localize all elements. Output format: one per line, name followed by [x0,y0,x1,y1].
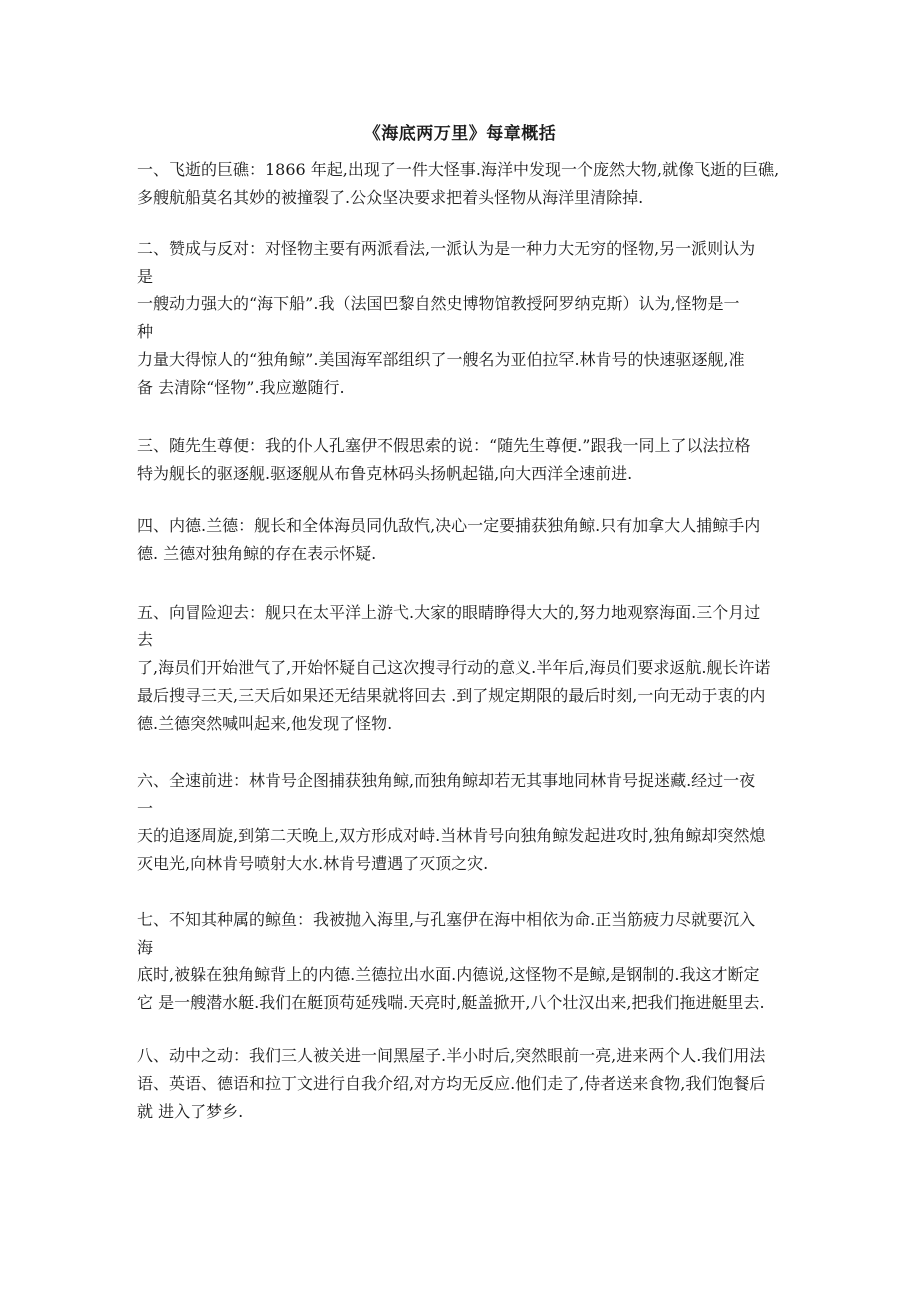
chapter-2-line-4: 种 [137,322,154,341]
chapter-7-line-2: 海 [137,938,154,957]
chapter-5-line-1: 五、向冒险迎去：舰只在太平洋上游弋.大家的眼睛睁得大大的,努力地观察海面.三个月过 [137,603,761,622]
chapter-2-line-3: 一艘动力强大的“海下船”.我（法国巴黎自然史博物馆教授阿罗纳克斯）认为,怪物是一 [137,294,740,313]
chapter-7-line-3: 底时,被躲在独角鲸背上的内德.兰德拉出水面.内德说,这怪物不是鲸,是钢制的.我这才断定 [137,965,760,984]
chapter-6-line-2: 一 [137,799,154,818]
chapter-6-line-1: 六、全速前进：林肯号企图捕获独角鲸,而独角鲸却若无其事地同林肯号捉迷藏.经过一夜 [137,771,756,790]
chapter-6-line-4: 灭电光,向林肯号喷射大水.林肯号遭遇了灭顶之灾. [137,854,489,873]
chapter-8-line-2: 语、英语、德语和拉丁文进行自我介绍,对方均无反应.他们走了,侍者送来食物,我们饱餐后 [137,1074,766,1093]
chapter-2-line-2: 是 [137,267,154,286]
chapter-2-line-6: 备 去清除“怪物”.我应邀随行. [137,378,345,397]
chapter-1-line-1: 一、飞逝的巨礁：1866 年起,出现了一件大怪事.海洋中发现一个庞然大物,就像飞逝的巨礁, [137,160,780,179]
chapter-5-line-4: 最后搜寻三天,三天后如果还无结果就将回去 .到了规定期限的最后时刻,一向无动于衷的内 [137,686,766,705]
chapter-5-line-5: 德.兰德突然喊叫起来,他发现了怪物. [137,714,393,733]
chapter-2-line-1: 二、赞成与反对：对怪物主要有两派看法,一派认为是一种力大无穷的怪物,另一派则认为 [137,239,756,258]
chapter-3-line-2: 特为舰长的驱逐舰.驱逐舰从布鲁克林码头扬帆起锚,向大西洋全速前进. [137,464,633,483]
chapter-6-line-3: 天的追逐周旋,到第二天晚上,双方形成对峙.当林肯号向独角鲸发起进攻时,独角鲸却突然熄 [137,826,766,845]
document-title: 《海底两万里》每章概括 [363,124,557,144]
chapter-4-line-2: 德. 兰德对独角鲸的存在表示怀疑. [137,544,377,563]
chapter-8-line-3: 就 进入了梦乡. [137,1102,244,1121]
chapter-3-line-1: 三、随先生尊便：我的仆人孔塞伊不假思索的说：“随先生尊便.”跟我一同上了以法拉格 [137,436,751,455]
chapter-4-line-1: 四、内德.兰德：舰长和全体海员同仇敌忾,决心一定要捕获独角鲸.只有加拿大人捕鲸手内 [137,516,761,535]
chapter-5-line-3: 了,海员们开始泄气了,开始怀疑自己这次搜寻行动的意义.半年后,海员们要求返航.舰长许诺 [137,658,771,677]
chapter-7-line-4: 它 是一艘潜水艇.我们在艇顶苟延残喘.天亮时,艇盖掀开,八个壮汉出来,把我们拖进艇里去. [137,993,765,1012]
chapter-8-line-1: 八、动中之动：我们三人被关进一间黑屋子.半小时后,突然眼前一亮,进来两个人.我们用法 [137,1046,766,1065]
chapter-5-line-2: 去 [137,630,154,649]
chapter-1-line-2: 多艘航船莫名其妙的被撞裂了.公众坚决要求把着头怪物从海洋里清除掉. [137,188,644,207]
chapter-2-line-5: 力量大得惊人的“独角鲸”.美国海军部组织了一艘名为亚伯拉罕.林肯号的快速驱逐舰,准 [137,350,745,369]
chapter-7-line-1: 七、不知其种属的鲸鱼：我被抛入海里,与孔塞伊在海中相依为命.正当筋疲力尽就要沉入 [137,910,756,929]
